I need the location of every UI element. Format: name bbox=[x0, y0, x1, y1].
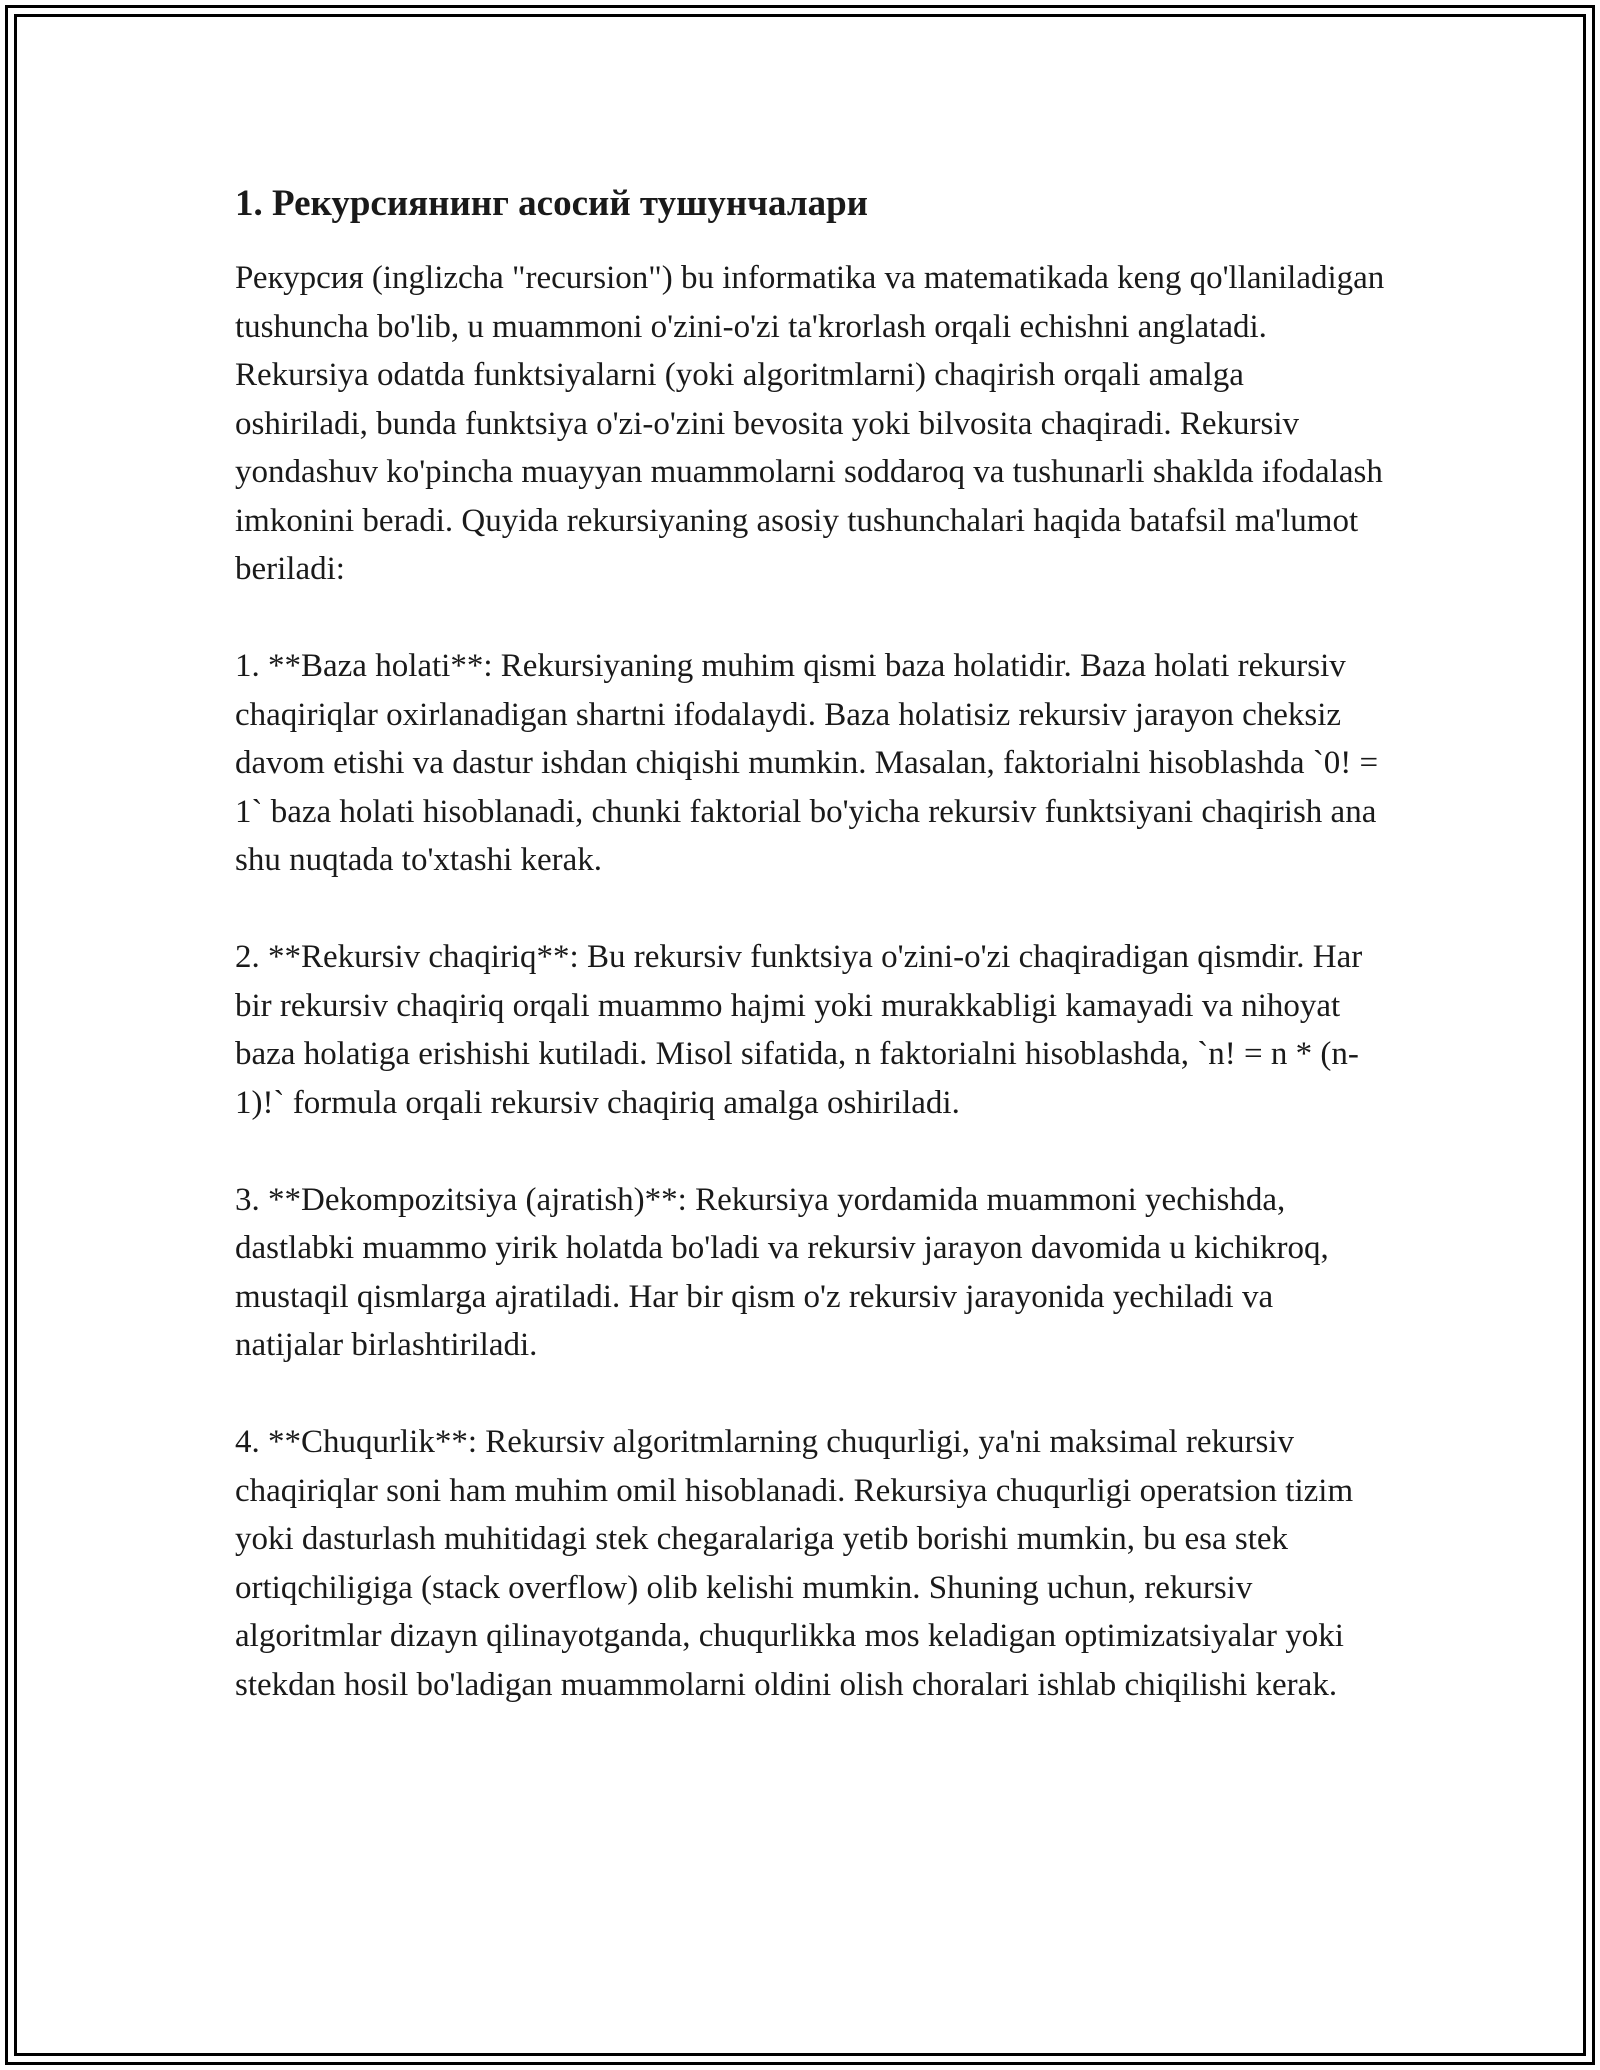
intro-paragraph: Рекурсия (inglizcha "recursion") bu informatika va matematikada keng qo'llaniladigan tushuncha bo'lib, u muammoni o'zini-o'zi ta'krorlash orqali echishni anglatadi. Rekursiya odatda funktsiyalarni (yoki algoritmlarni) chaqirish orqali amalga oshiriladi, bunda funktsiya o'zi-o'zini bevosita yoki bilvosita chaqiradi. Rekursiv yondashuv ko'pincha muayyan muammolarni soddaroq va tushunarli shaklda ifodalash imkonini beradi. Quyida rekursiyaning asosiy tushunchalari haqida batafsil ma'lumot beriladi: bbox=[235, 260, 1385, 588]
paragraph-recursive-call: 2. **Rekursiv chaqiriq**: Bu rekursiv funktsiya o'zini-o'zi chaqiradigan qismdir. Har bir rekursiv chaqiriq orqali muammo hajmi yoki murakkabligi kamayadi va nihoyat baza holatiga erishishi kutiladi. Misol sifatida, n faktorialni hisoblashda, `n! = n * (n-1)!` formula orqali rekursiv chaqiriq amalga oshiriladi. bbox=[235, 939, 1363, 1121]
paragraph-decomposition: 3. **Dekompozitsiya (ajratish)**: Rekursiya yordamida muammoni yechishda, dastlabki muammo yirik holatda bo'ladi va rekursiv jarayon davomida u kichikroq, mustaqil qismlarga ajratiladi. Har bir qism o'z rekursiv jarayonida yechiladi va natijalar birlashtiriladi. bbox=[235, 1181, 1329, 1364]
document-body bbox=[235, 180, 1385, 1758]
paragraph-depth: 4. **Chuqurlik**: Rekursiv algoritmlarning chuqurligi, ya'ni maksimal rekursiv chaqiriqlar soni ham muhim omil hisoblanadi. Rekursiya chuqurligi operatsion tizim yoki dasturlash muhitidagi stek chegaralariga yetib borishi mumkin, bu esa stek ortiqchiligiga (stack overflow) olib kelishi mumkin. Shuning uchun, rekursiv algoritmlar dizayn qilinayotganda, chuqurlikka mos keladigan optimizatsiyalar yoki stekdan hosil bo'ladigan muammolarni oldini olish choralari ishlab chiqilishi kerak. bbox=[235, 1424, 1354, 1703]
paragraph-base-case: 1. **Baza holati**: Rekursiyaning muhim qismi baza holatidir. Baza holati rekursiv chaqiriqlar oxirlanadigan shartni ifodalaydi. Baza holatisiz rekursiv jarayon cheksiz davom etishi va dastur ishdan chiqishi mumkin. Masalan, faktorialni hisoblashda `0! = 1` baza holati hisoblanadi, chunki faktorial bo'yicha rekursiv funktsiyani chaqirish ana shu nuqtada to'xtashi kerak. bbox=[235, 648, 1379, 879]
section-heading: 1. Рекурсиянинг асосий тушунчалари bbox=[235, 183, 868, 224]
